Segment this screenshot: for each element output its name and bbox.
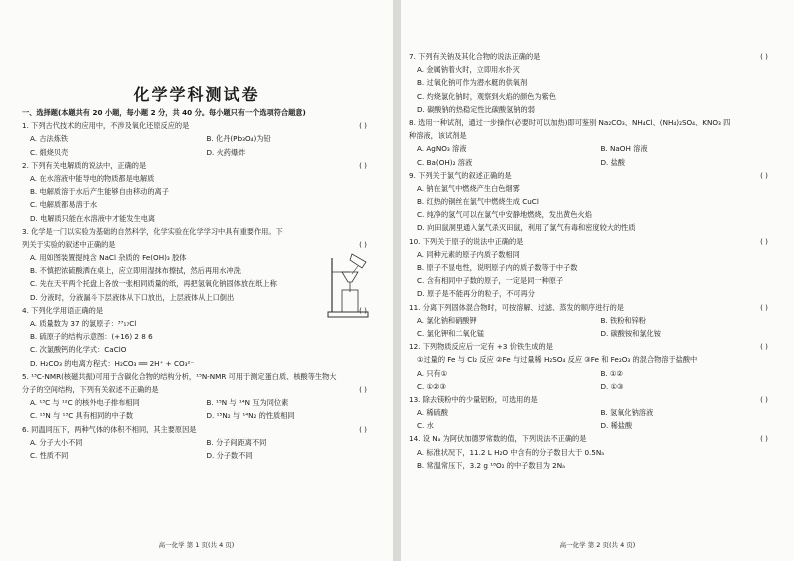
option: D. 分子数不同 [206, 450, 253, 460]
option-line: B. 硫原子的结构示意图：(+16) 2 8 6 [30, 332, 153, 342]
question-stem [22, 370, 375, 383]
option: B. ①② [600, 368, 623, 378]
question-text: 10. 下列关于原子的说法中正确的是 [409, 236, 524, 246]
right-column [409, 50, 776, 472]
option: B. 铁粉和锌粉 [600, 315, 646, 325]
question-text: 9. 下列关于氯气的叙述正确的是 [409, 170, 512, 180]
option-line: A. 用如图装置提纯含 NaCl 杂质的 Fe(OH)₃ 胶体 [30, 253, 187, 263]
option: A. 稀硫酸 [417, 408, 448, 418]
option-row [409, 406, 776, 419]
question-stem [22, 225, 375, 238]
option-row [22, 449, 375, 462]
answer-paren: ( ) [760, 52, 768, 61]
question-text: 6. 同温同压下，两种气体的体积不相同，其主要原因是 [22, 424, 197, 434]
page-title: 化学学科测试卷 [133, 85, 260, 104]
option-line: B. 常温常压下，3.2 g ¹⁸O₂ 的中子数目为 2Nₐ [417, 460, 565, 470]
option-row [409, 419, 776, 432]
option-line: B. 原子不显电性，说明原子内的质子数等于中子数 [417, 263, 578, 272]
option-line: B. 红热的铜丝在氯气中燃烧生成 CuCl [417, 197, 539, 207]
option-line: ①过量的 Fe 与 Cl₂ 反应 ②Fe 与过量稀 H₂SO₄ 反应 ③Fe 和 Fe₂O₃ 的混合物溶于盐酸中 [417, 355, 698, 365]
question-text: 1. 下列古代技术的应用中，不涉及氧化还原反应的是 [22, 121, 190, 131]
question-text: 列关于实验的叙述中正确的是 [22, 239, 116, 249]
question-stem [409, 116, 776, 129]
answer-paren: ( ) [760, 302, 768, 312]
question-stem [409, 432, 776, 445]
question-stem [409, 50, 776, 63]
option: D. 稀盐酸 [600, 421, 633, 431]
funnel-apparatus-icon [322, 250, 377, 320]
question-text: 4. 下列化学用语正确的是 [22, 305, 104, 315]
option-line: D. 碳酸钠的热稳定性比碳酸氢钠的弱 [417, 104, 535, 114]
option: D. 盐酸 [600, 157, 625, 167]
question-text: 11. 分离下列固体混合物时，可按溶解、过滤、蒸发的顺序进行的是 [409, 302, 624, 312]
question-stem-cont [409, 129, 776, 142]
question-stem [409, 235, 776, 248]
answer-paren: ( ) [359, 160, 367, 170]
option: C. 水 [417, 421, 434, 431]
question-stem [409, 340, 776, 353]
question-text: 8. 选用一种试剂，通过一步操作(必要时可以加热)即可鉴别 Na₂CO₃、NH₄Cl、(NH₄)₂SO₄、KNO₃ 四 [409, 117, 731, 127]
option-line: A. 钠在氯气中燃烧产生白色烟雾 [417, 183, 520, 193]
question-text: 2. 下列有关电解质的说法中，正确的是 [22, 160, 147, 170]
question-stem [22, 423, 375, 436]
option: D. ①③ [600, 381, 624, 391]
exam-page-right [401, 0, 794, 561]
answer-paren: ( ) [359, 384, 367, 394]
option-line: C. 灼烧氯化钠时，观察到火焰的颜色为紫色 [417, 91, 556, 101]
option-line: C. 电解质都易溶于水 [30, 200, 98, 210]
page-footer: 高一化学 第 1 页(共 4 页) [158, 541, 235, 549]
option: D. ¹⁵N₂ 与 ¹⁴N₂ 的性质相同 [206, 411, 295, 421]
option-line: C. 先在天平两个托盘上各放一张相同质量的纸，再把氢氧化钠固体放在纸上称 [30, 279, 277, 289]
option: D. 火药爆炸 [206, 147, 246, 157]
answer-paren: ( ) [760, 394, 768, 404]
option-line: B. 过氧化钠可作为潜水艇的供氧剂 [417, 78, 528, 88]
option-line: C. 纯净的氢气可以在氯气中安静地燃烧，发出黄色火焰 [417, 210, 592, 220]
question-stem [22, 119, 375, 132]
option: A. ¹³C 与 ¹²C 的核外电子排布相同 [30, 398, 140, 408]
question-stem [22, 159, 375, 172]
question-text: 种溶液，该试剂是 [409, 131, 467, 141]
option-line: A. 在水溶液中能导电的物质都是电解质 [30, 173, 155, 183]
question-stem [409, 393, 776, 406]
option-row [409, 156, 776, 169]
option-line: C. 含有相同中子数的原子，一定是同一种原子 [417, 276, 564, 286]
question-stem [409, 169, 776, 182]
section-heading: 一、选择题(本题共有 20 小题，每小题 2 分，共 40 分。每小题只有一个选项符合题意) [22, 108, 306, 117]
question-stem-cont [22, 383, 375, 396]
option-row [22, 436, 375, 449]
question-text: 14. 设 Nₐ 为阿伏加德罗常数的值，下列说法不正确的是 [409, 434, 587, 444]
option-line: A. 同种元素的原子内质子数相同 [417, 249, 520, 259]
option-line: D. 分液时，分液漏斗下层液体从下口放出，上层液体从上口倒出 [30, 292, 235, 302]
option: B. 氢氧化钠溶液 [600, 408, 654, 418]
option: C. 性质不同 [30, 450, 69, 460]
option-row [22, 146, 375, 159]
option-line: A. 金属钠着火时，立即用水扑灭 [417, 65, 520, 75]
answer-paren: ( ) [359, 424, 367, 434]
answer-paren: ( ) [760, 236, 768, 246]
question-text: 7. 下列有关钠及其化合物的说法正确的是 [409, 52, 541, 61]
question-text: 5. ¹³C-NMR(核磁共振)可用于含碳化合物的结构分析，¹⁵N-NMR 可用于测定蛋白质、核酸等生物大 [22, 371, 337, 381]
answer-paren: ( ) [760, 342, 768, 352]
option: A. 古法炼铁 [30, 134, 69, 144]
option: A. 分子大小不同 [30, 437, 83, 447]
option: C. ¹⁵N 与 ¹³C 具有相同的中子数 [30, 411, 134, 421]
option-row [409, 314, 776, 327]
question-text: 12. 下列物质反应后一定有 +3 价铁生成的是 [409, 342, 553, 352]
option: C. 氯化钾和二氧化锰 [417, 328, 485, 338]
option: A. 氯化钠和硝酸钾 [417, 315, 477, 325]
option: C. Ba(OH)₂ 溶液 [417, 157, 473, 167]
option-line: C. 次氯酸钙的化学式：CaClO [30, 345, 127, 355]
answer-paren: ( ) [359, 121, 367, 131]
option-row [22, 396, 375, 409]
question-text: 3. 化学是一门以实验为基础的自然科学，化学实验在化学学习中具有重要作用。下 [22, 226, 283, 236]
option: B. 化丹(Pb₃O₄)为铅 [206, 134, 271, 144]
option-line: B. 不慎把浓硫酸洒在桌上，应立即用湿抹布擦拭，然后再用水冲洗 [30, 266, 241, 276]
option-row [409, 142, 776, 155]
option-line: A. 标准状况下，11.2 L H₂O 中含有的分子数目大于 0.5Nₐ [417, 447, 605, 457]
answer-paren: ( ) [359, 305, 367, 315]
option-line: D. H₂CO₃ 的电离方程式：H₂CO₃ ══ 2H⁺ + CO₃²⁻ [30, 358, 195, 368]
option: B. 分子间距离不同 [206, 437, 267, 447]
option-line: D. 电解质只能在水溶液中才能发生电离 [30, 213, 156, 223]
option: C. 煅烧贝壳 [30, 147, 69, 157]
option-row [409, 380, 776, 393]
option-row [22, 132, 375, 145]
option-line: D. 向田鼠洞里通入氯气杀灭田鼠，利用了氯气有毒和密度较大的性质 [417, 223, 636, 233]
option: B. NaOH 溶液 [600, 144, 648, 154]
answer-paren: ( ) [359, 239, 367, 249]
exam-page-left [0, 0, 393, 561]
question-text: 分子的空间结构，下列有关叙述不正确的是 [22, 384, 159, 394]
option: A. AgNO₃ 溶液 [417, 144, 467, 154]
option-row [409, 327, 776, 340]
option-line: B. 电解质溶于水后产生能够自由移动的离子 [30, 187, 169, 197]
answer-paren: ( ) [760, 434, 768, 444]
option-row [409, 367, 776, 380]
option: D. 碳酸铵和氯化铵 [600, 328, 661, 338]
question-stem [409, 301, 776, 314]
option: A. 只有① [417, 368, 448, 378]
option-line: A. 质量数为 37 的氯原子：³⁷₁₇Cl [30, 319, 137, 328]
question-text: 13. 除去镁粉中的少量铝粉，可选用的是 [409, 394, 538, 404]
option-row [22, 409, 375, 422]
page-footer: 高一化学 第 2 页(共 4 页) [559, 541, 636, 549]
option-line: D. 原子是不能再分的粒子，不可再分 [417, 289, 535, 299]
answer-paren: ( ) [760, 170, 768, 180]
option: B. ¹⁵N 与 ¹⁴N 互为同位素 [206, 398, 289, 408]
option: C. ①②③ [417, 381, 446, 391]
page-gutter [393, 0, 401, 561]
